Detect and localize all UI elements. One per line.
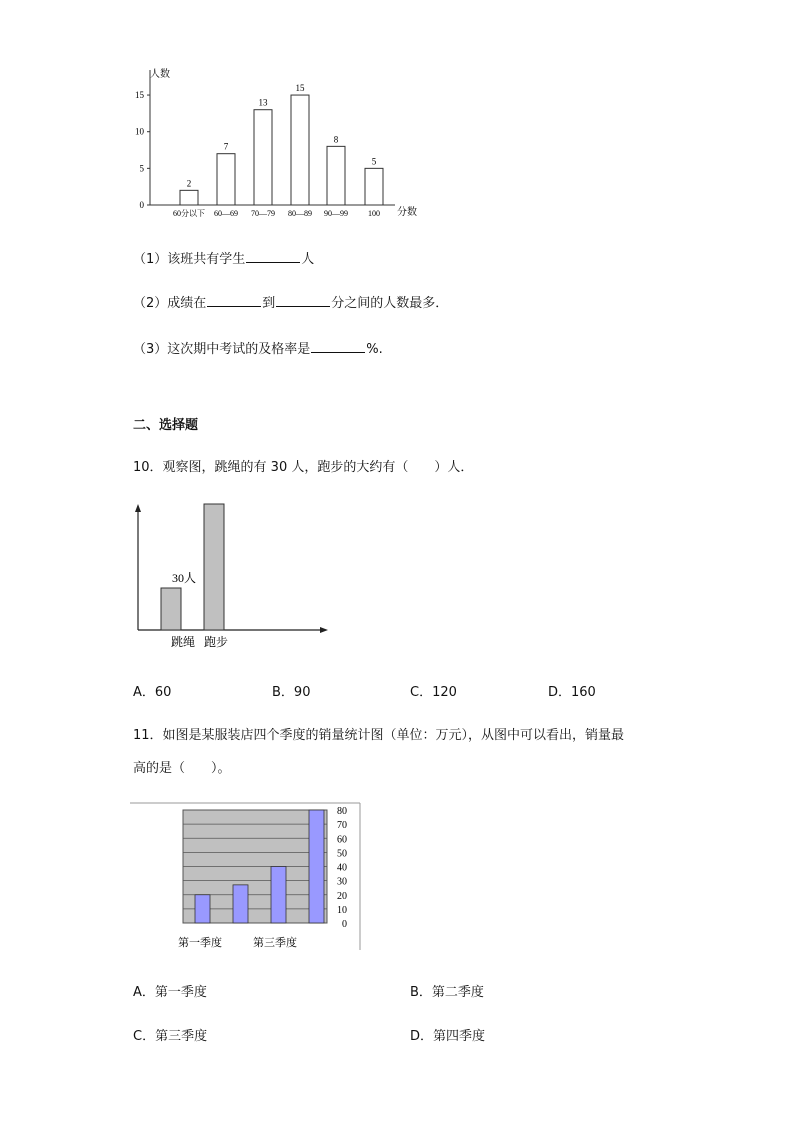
c1-ytick-label: 0 — [139, 200, 144, 210]
c1-category-label: 80—89 — [288, 209, 312, 218]
c1-category-label: 90—99 — [324, 209, 348, 218]
c3-bar — [309, 810, 324, 923]
c3-xtick-0: 第一季度 — [178, 937, 222, 949]
c1-bar — [365, 168, 383, 205]
q9-sub2-blank1[interactable] — [207, 305, 261, 307]
jump-run-chart — [128, 498, 338, 658]
quarterly-sales-chart — [130, 800, 365, 955]
c3-ytick-label: 20 — [337, 890, 347, 902]
q10-option-a[interactable]: A．60 — [133, 685, 172, 700]
c3-ytick-label: 40 — [337, 862, 347, 874]
score-distribution-chart — [120, 60, 430, 225]
c1-bar — [291, 95, 309, 205]
q9-sub1 — [133, 248, 314, 267]
c1-data-label: 2 — [186, 178, 192, 189]
c2-x-arrow — [320, 627, 328, 633]
c3-bar — [195, 895, 210, 923]
c2-y-arrow — [135, 504, 141, 512]
q9-sub3 — [133, 338, 383, 357]
q9-sub2-suffix: 分之间的人数最多． — [331, 296, 449, 311]
q9-sub2 — [133, 292, 448, 311]
q9-sub2-mid: 到 — [262, 296, 276, 311]
chart1-ylabel: 人数 — [150, 69, 170, 80]
q9-sub1-blank[interactable] — [246, 261, 300, 263]
c1-data-label: 8 — [333, 134, 339, 145]
c1-ytick-label: 10 — [135, 126, 144, 137]
q11-text-line2: 高的是（ ）。 — [133, 761, 231, 776]
c3-xtick-1: 第三季度 — [253, 937, 297, 949]
q11-option-d[interactable]: D．第四季度 — [410, 1029, 486, 1044]
q9-sub3-suffix: %. — [366, 342, 383, 357]
c3-ytick-label: 60 — [337, 834, 347, 846]
c3-ytick-label: 0 — [342, 919, 347, 930]
q10-option-c[interactable]: C．120 — [410, 685, 457, 700]
c1-ytick-label: 15 — [135, 90, 144, 101]
c3-ytick-label: 50 — [337, 848, 347, 860]
c1-category-label: 60分以下 — [173, 209, 205, 218]
c2-bar — [161, 588, 181, 630]
c1-category-label: 60—69 — [214, 209, 238, 218]
c3-bar — [271, 867, 286, 924]
q9-sub1-suffix: 人 — [301, 252, 315, 267]
c3-ytick-label: 10 — [337, 904, 347, 916]
c1-category-label: 100 — [368, 209, 380, 218]
c1-bar — [180, 190, 198, 205]
c3-ytick-label: 80 — [337, 806, 347, 817]
c3-bar — [233, 885, 248, 923]
q9-sub3-blank[interactable] — [311, 351, 365, 353]
c3-ytick-label: 30 — [337, 876, 347, 888]
c1-data-label: 13 — [258, 97, 268, 108]
c1-data-label: 15 — [295, 83, 305, 94]
q9-sub1-prefix: （1）该班共有学生 — [133, 252, 246, 267]
c1-ytick-label: 5 — [139, 163, 144, 174]
chart1-xlabel: 分数 — [397, 207, 417, 218]
q10-text: 10．观察图，跳绳的有 30 人，跑步的大约有（ ）人． — [133, 460, 474, 475]
c1-bar — [327, 146, 345, 205]
c2-bar-label-0: 30人 — [172, 571, 197, 585]
section-title: 二、选择题 — [133, 418, 199, 433]
c2-bar — [204, 504, 224, 630]
c1-bar — [217, 154, 235, 205]
q9-sub2-prefix: （2）成绩在 — [133, 296, 207, 311]
q10-option-d[interactable]: D．160 — [548, 685, 596, 700]
q9-sub2-blank2[interactable] — [276, 305, 330, 307]
c1-data-label: 7 — [223, 141, 229, 152]
c1-category-label: 70—79 — [251, 209, 275, 218]
c1-data-label: 5 — [371, 156, 377, 167]
c3-ytick-label: 70 — [337, 820, 347, 832]
q11-option-b[interactable]: B．第二季度 — [410, 985, 484, 1000]
c2-cat-1: 跑步 — [204, 635, 229, 649]
q11-option-c[interactable]: C．第三季度 — [133, 1029, 208, 1044]
c1-bar — [254, 110, 272, 205]
q11-text-line1: 11．如图是某服装店四个季度的销量统计图（单位：万元），从图中可以看出，销量最 — [133, 728, 625, 743]
q10-option-b[interactable]: B．90 — [272, 685, 311, 700]
c2-cat-0: 跳绳 — [171, 635, 196, 649]
q11-option-a[interactable]: A．第一季度 — [133, 985, 207, 1000]
q9-sub3-prefix: （3）这次期中考试的及格率是 — [133, 342, 311, 357]
